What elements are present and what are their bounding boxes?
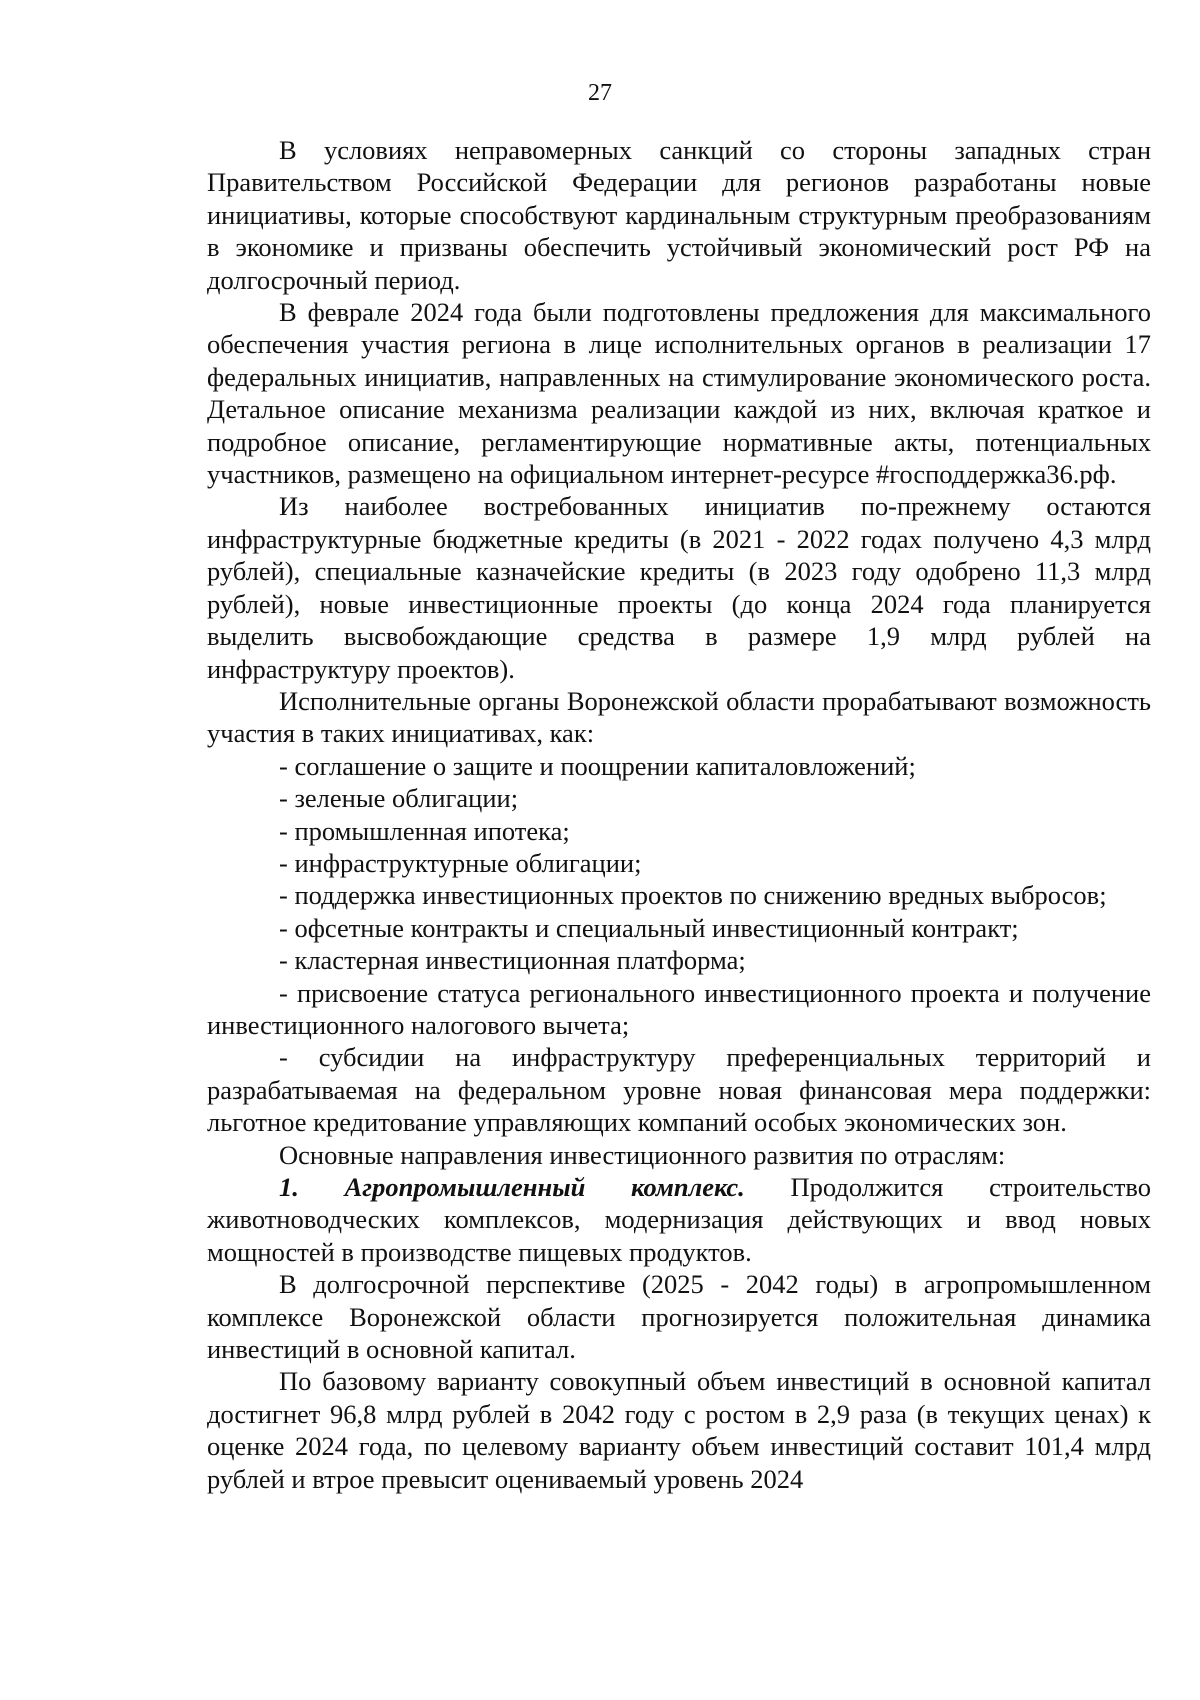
list-item: - офсетные контракты и специальный инвестиционный контракт; [279,912,1019,943]
paragraph-popular-initiatives: Из наиболее востребованных инициатив по-прежнему остаются инфраструктурные бюджетные кредиты (в 2021 - 2022 годах получено 4,3 млрд рублей), специальные казначейские кредиты (в 2023 году одобрено 11,3 млрд рублей), новые инвестиционные проекты (до конца 2024 года планируется выделить высвобождающие средства в размере 1,9 млрд рублей на инфраструктуру проектов). [207,491,1151,684]
list-item: - инфраструктурные облигации; [279,847,642,878]
list-item: - промышленная ипотека; [279,815,570,846]
list-item: - кластерная инвестиционная платформа; [279,945,746,976]
paragraph-agro-sector [207,1171,1151,1268]
sector-text: Продолжится строительство животноводческих комплексов, модернизация действующих и ввод новых мощностей в производстве пищевых продуктов. [207,1172,1151,1267]
list-item: - соглашение о защите и поощрении капиталовложений; [279,750,916,781]
paragraph-base-scenario: По базовому варианту совокупный объем инвестиций в основной капитал достигнет 96,8 млрд рублей в 2042 году с ростом в 2,9 раза (в текущих ценах) к оценке 2024 года, по целевому варианту объем инвестиций составит 101,4 млрд рублей и втрое превысит оцениваемый уровень 2024 [207,1366,1151,1494]
page-number: 27 [588,80,612,106]
paragraph-sanctions: В условиях неправомерных санкций со стороны западных стран Правительством Российской Федерации для регионов разработаны новые инициативы, которые способствуют кардинальным структурным преобразованиям в экономике и призваны обеспечить устойчивый экономический рост РФ на долгосрочный период. [207,135,1151,295]
paragraph-directions-intro: Основные направления инвестиционного развития по отраслям: [279,1139,1006,1170]
list-item: - зеленые облигации; [279,783,519,814]
document-body [207,134,1151,1495]
sector-heading: 1. Агропромышленный комплекс. [279,1172,745,1202]
paragraph-executive-bodies: Исполнительные органы Воронежской области прорабатывают возможность участия в таких инициативах, как: [207,685,1151,749]
list-item: - присвоение статуса регионального инвестиционного проекта и получение инвестиционного налогового вычета; [207,977,1151,1040]
list-item: - субсидии на инфраструктуру преференциальных территорий и разрабатываемая на федеральном уровне новая финансовая мера поддержки: льготное кредитование управляющих компаний особых экономических зон. [207,1042,1151,1138]
paragraph-february-2024: В феврале 2024 года были подготовлены предложения для максимального обеспечения участия региона в лице исполнительных органов в реализации 17 федеральных инициатив, направленных на стимулирование экономического роста. Детальное описание механизма реализации каждой из них, включая краткое и подробное описание, регламентирующие нормативные акты, потенциальных участников, размещено на официальном интернет-ресурсе #господдержка36.рф. [207,297,1151,490]
paragraph-long-term: В долгосрочной перспективе (2025 - 2042 годы) в агропромышленном комплексе Воронежской области прогнозируется положительная динамика инвестиций в основной капитал. [207,1269,1151,1365]
initiatives-list [207,750,1151,1139]
list-item: - поддержка инвестиционных проектов по снижению вредных выбросов; [279,880,1107,911]
